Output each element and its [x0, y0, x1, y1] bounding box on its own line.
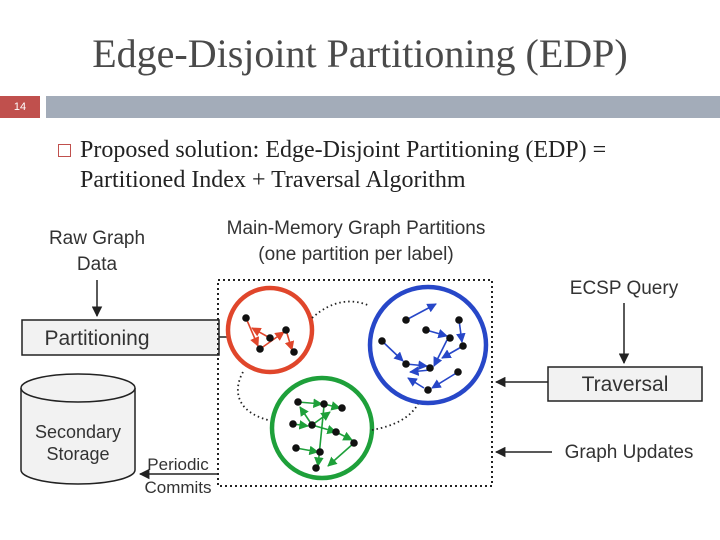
slide-title: Edge-Disjoint Partitioning (EDP) [92, 31, 628, 76]
slide-number: 14 [13, 101, 27, 113]
raw-graph-label-2: Data [76, 254, 118, 275]
graph-updates-label: Graph Updates [564, 442, 694, 463]
blue-partition [370, 287, 486, 403]
raw-graph-label-1: Raw Graph [48, 228, 146, 249]
red-partition [228, 288, 312, 372]
periodic-commits-label-2: Commits [144, 478, 212, 497]
red-green-connector [238, 372, 268, 420]
main-memory-box [218, 280, 492, 486]
green-blue-connector [372, 404, 418, 430]
bullet-text: Proposed solution: Edge-Disjoint Partitioning (EDP) = Partitioned Index + Traversal Algorithm [80, 137, 607, 193]
secondary-storage-label-1: Secondary [34, 422, 122, 442]
secondary-storage-label-2: Storage [46, 444, 110, 464]
red-blue-connector [312, 302, 370, 318]
main-memory-label-2: (one partition per label) [258, 244, 454, 265]
green-partition [272, 378, 372, 478]
ecsp-query-label: ECSP Query [569, 278, 679, 299]
partitioning-label: Partitioning [44, 327, 150, 350]
periodic-commits-label-1: Periodic [147, 455, 209, 474]
traversal-label: Traversal [581, 373, 669, 396]
main-memory-label-1: Main-Memory Graph Partitions [226, 218, 486, 239]
